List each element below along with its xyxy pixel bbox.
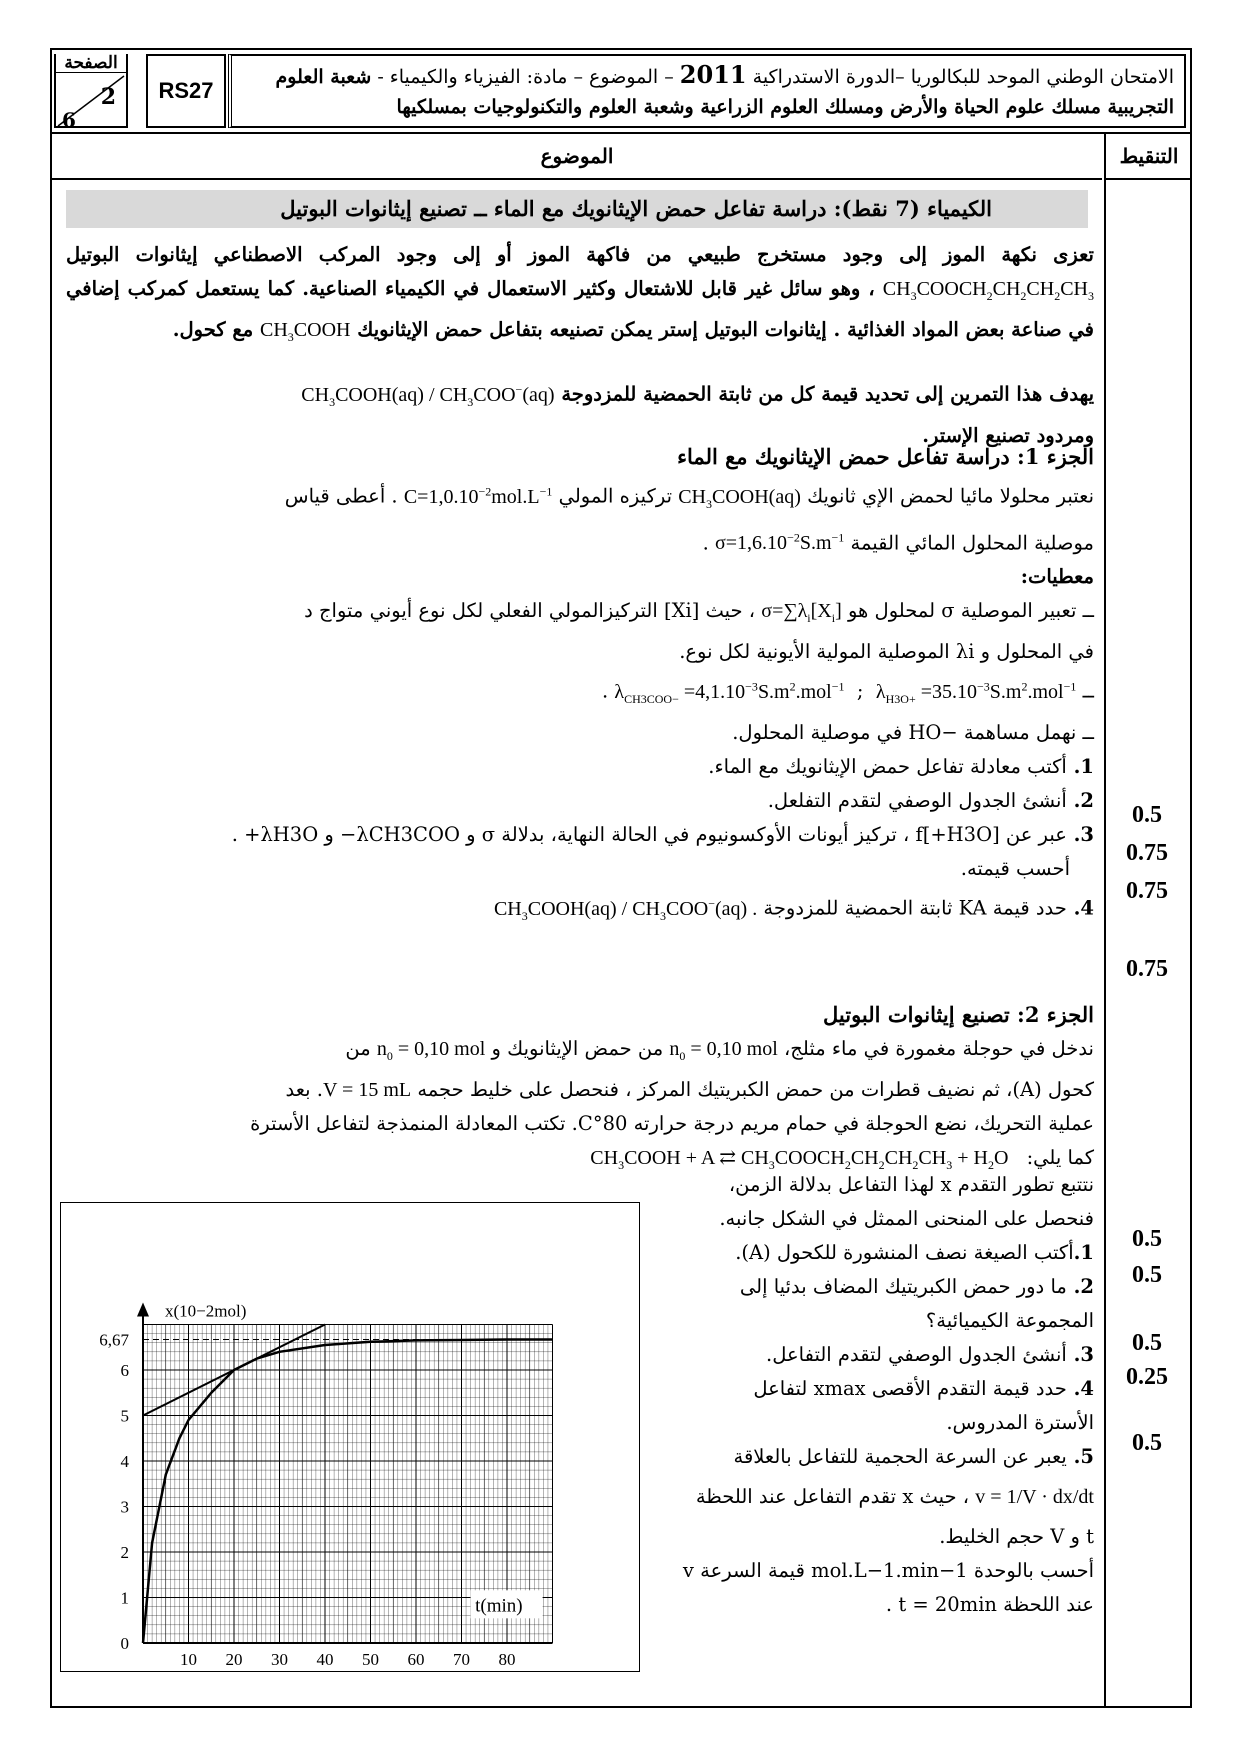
score-value: 0.25 [1126, 1364, 1168, 1390]
score-value: 0.75 [1126, 878, 1168, 904]
title-line1a: الامتحان الوطني الموحد للبكالوريا –الدورة الاستدراكية [752, 66, 1174, 88]
part2-line6: فنحصل على المنحنى الممثل في الشكل جانبه. [719, 1207, 1094, 1230]
part2-question-5d: أحسب بالوحدة mol.L−1.min−1 قيمة السرعة v [682, 1559, 1094, 1582]
banner-text: الكيمياء (7 نقط): دراسة تفاعل حمض الإيثانويك مع الماء ــ تصنيع إيثانوات البوتيل [280, 196, 992, 221]
score-value: 0.5 [1132, 1430, 1162, 1456]
part1-section [66, 440, 1094, 933]
y-axis-arrow [137, 1303, 149, 1317]
part1-question-2: 2. أنشئ الجدول الوصفي لتقدم التفلعل. [767, 788, 1094, 812]
y-tick-label: 1 [120, 1588, 129, 1608]
q4-couple: $CH_3COOH(aq) / CH_3COO^-(aq)$ . [493, 895, 758, 923]
volume: V = 15 mL [322, 1079, 412, 1101]
y-tick-label: 6 [120, 1361, 129, 1380]
y-tick-label: 4 [120, 1452, 129, 1471]
intro-text-2: ، وهو سائل غير قابل للاشتعال وكثير الاستعمال في الكيمياء الصناعية. كما يستعمل كمركب إضافي في صناعة بعض المواد الغذائية . إيثانوات البوتيل إستر يمكن تصنيعه بتفاعل حمض الإيثانويك [66, 277, 1094, 341]
part2-question-2b: المجموعة الكيميائية؟ [925, 1309, 1094, 1332]
x-tick-label: 10 [180, 1650, 197, 1669]
exam-title [228, 54, 1186, 128]
score-value: 0.5 [1132, 1330, 1162, 1356]
score-value: 0.5 [1132, 1226, 1162, 1252]
part1-text-3: . أعطى قياس [284, 484, 398, 508]
part2-line5: نتتبع تطور التقدم x لهذا التفاعل بدلالة الزمن، [728, 1173, 1094, 1196]
x-tick-label: 20 [225, 1650, 243, 1669]
data-line1 [66, 594, 1094, 635]
data-line3: ــ $\lambda_{CH3COO-} =4,1.10^{-3}S.m^2.mol^{-1}$ ; $\lambda_{H3O+} =35.10^{-3}S.m^2.mol^{-1}$ . [601, 679, 1094, 706]
score-value: 0.5 [1132, 1262, 1162, 1288]
y-tick-label: 3 [120, 1497, 129, 1517]
data-title: معطيات: [1020, 565, 1094, 589]
part2-question-5-formula: v = 1/V · dx/dt ، حيث x تقدم التفاعل عند اللحظة [695, 1485, 1094, 1508]
x-tick-label: 70 [453, 1650, 470, 1669]
y-tick-label: 2 [120, 1543, 129, 1562]
part2-question-4: 4. حدد قيمة التقدم الأقصى xmax لتفاعل [753, 1377, 1094, 1400]
chart-svg [61, 1203, 638, 1670]
lambda-oxonium: $\lambda_{H3O+} =35.10^{-3}S.m^2.mol^{-1}$ [875, 679, 1077, 706]
part1-concentration: $C=1,0.10^{-2}mol.L^{-1}$ [403, 484, 553, 508]
intro-text-1: تعزى نكهة الموز إلى وجود مستخرج طبيعي من فاكهة الموز أو إلى وجود المركب الاصطناعي إيثانوات البوتيل [66, 243, 1094, 266]
part1-line1 [66, 474, 1094, 521]
part2-question-1: 1.أكتب الصيغة نصف المنشورة للكحول (A). [735, 1241, 1094, 1264]
part2-question-5e: عند اللحظة t = 20min . [885, 1593, 1094, 1616]
butyl-formula: $CH_3COOCH_2CH_2CH_2CH_3$ [882, 278, 1094, 303]
intro-paragraph [66, 238, 1094, 354]
score-value: 0.75 [1126, 840, 1168, 866]
x-tick-label: 40 [316, 1650, 334, 1669]
title-line1c: شعبة العلوم [275, 66, 372, 88]
score-column [1104, 134, 1192, 1708]
part2-questions [652, 1168, 1094, 1622]
y-axis-label: x(10−2mol) [165, 1301, 247, 1321]
part1-question-3b: أحسب قيمته. [960, 856, 1070, 880]
part1-acid: $CH_3COOH(aq)$ [678, 485, 801, 511]
esterification-equation: $CH_3COOH + A$ ⇄ $CH_3COOCH_2CH_2CH_2CH_3 + H_2O$ [590, 1147, 1009, 1172]
data-line4: ــ نهمل مساهمة −HO في موصلية المحلول. [732, 720, 1094, 744]
part1-question-4: 4. حدد قيمة KA ثابتة الحمضية للمزدوجة $CH_3COOH(aq) / CH_3COO^-(aq)$ . [493, 895, 1094, 923]
part2-line3: عملية التحريك، نضع الحوجلة في حمام مريم درجة حرارته 80°C. تكتب المعادلة المنمذجة لتفاعل الأسترة [250, 1112, 1094, 1135]
part2-section [66, 998, 1094, 1182]
page-total: 6 [62, 108, 76, 132]
part1-text-1: نعتبر محلولا مائيا لحمض الإي ثانويك [807, 484, 1094, 508]
sigma-formula: $\sigma=\sum\lambda_i[X_i]$ [761, 600, 842, 626]
part2-question-5c: t و V حجم الخليط. [939, 1525, 1094, 1548]
part1-title: الجزء 1: دراسة تفاعل حمض الإيثانويك مع الماء [677, 444, 1094, 469]
part2-question-5: 5. يعبر عن السرعة الحجمية للتفاعل بالعلاقة [733, 1445, 1094, 1468]
exam-year: 2011 [679, 60, 747, 89]
part2-question-2: 2. ما دور حمض الكبريتيك المضاف بدئيا إلى [739, 1275, 1094, 1298]
part2-question-4b: الأسترة المدروس. [946, 1411, 1094, 1434]
part1-text-4: موصلية المحلول المائي القيمة [850, 531, 1094, 555]
part1-question-1: 1. أكتب معادلة تفاعل حمض الإيثانويك مع الماء. [708, 754, 1094, 778]
part2-question-3: 3. أنشئ الجدول الوصفي لتقدم التفاعل. [766, 1343, 1094, 1366]
exam-code: RS27 [146, 54, 226, 128]
part1-text-2: تركيزه المولي [558, 484, 673, 508]
part1-sigma: $\sigma=1,6.10^{-2}S.m^{-1}$ [715, 530, 845, 555]
acid-couple: $CH_3COOH(aq) / CH_3COO^-(aq)$ [301, 382, 555, 409]
score-value: 0.75 [1126, 956, 1168, 982]
velocity-formula: v = 1/V · dx/dt [975, 1486, 1094, 1508]
aim-text-1: يهدف هذا التمرين إلى تحديد قيمة كل من ثابتة الحمضية للمزدوجة [561, 382, 1094, 406]
y-tick-label: 6,67 [99, 1330, 129, 1350]
title-line1b: – الموضوع – مادة: الفيزياء والكيمياء - [377, 66, 674, 88]
acid-formula: $CH_3COOH$ [260, 319, 351, 344]
score-column-header: التنقيط [1106, 134, 1192, 180]
y-tick-label: 5 [120, 1406, 129, 1426]
x-axis-label: t(min) [475, 1595, 523, 1617]
exam-header [52, 50, 1190, 134]
part2-line2: كحول (A)، ثم نضيف قطرات من حمض الكبريتيك المركز ، فنحصل على خليط حجمه V = 15 mL. بعد [285, 1078, 1094, 1101]
part2-line4: كما يلي: $CH_3COOH + A$ ⇄ $CH_3COOCH_2CH_2CH_2CH_3 + H_2O$ [590, 1146, 1094, 1172]
page-number: 2 [100, 84, 116, 110]
page-number-box [54, 53, 128, 132]
intro-text-3: مع كحول. [172, 318, 254, 341]
n0-acid: $n_0 = 0,10$ mol [669, 1038, 778, 1063]
part2-line1: ندخل في حوجلة مغمورة في ماء مثلج، $n_0 = 0,10$ mol من حمض الإيثانويك و $n_0 = 0,10$ mol من [345, 1037, 1094, 1063]
part1-line2: موصلية المحلول المائي القيمة $\sigma=1,6.10^{-2}S.m^{-1}$ . [702, 530, 1094, 555]
score-value: 0.5 [1132, 802, 1162, 828]
data-line2: في المحلول و λi الموصلية المولية الأيونية لكل نوع. [679, 640, 1094, 664]
x-tick-label: 50 [362, 1650, 379, 1669]
subject-column-header: الموضوع [52, 134, 1102, 180]
exam-page [50, 48, 1192, 1708]
chemistry-banner [66, 190, 1088, 228]
x-tick-label: 30 [271, 1650, 288, 1669]
x-tick-label: 60 [407, 1650, 425, 1669]
x-tick-label: 80 [498, 1650, 516, 1669]
n0-alcohol: $n_0 = 0,10$ mol [376, 1038, 486, 1063]
lambda-acetate: $\lambda_{CH3COO-} =4,1.10^{-3}S.m^2.mol^{-1}$ [614, 679, 845, 706]
page-label: الصفحة [56, 54, 126, 73]
data-text-2: ، حيث [Xi] التركيزالمولي الفعلي لكل نوع أيوني متواج د [304, 599, 756, 623]
part2-title: الجزء 2: تصنيع إيثانوات البوتيل [823, 1002, 1094, 1027]
advancement-chart [60, 1202, 640, 1672]
y-tick-label: 0 [120, 1634, 129, 1653]
part1-question-3: 3. عبر عن [H3O+]f ، تركيز أيونات الأوكسونيوم في الحالة النهاية، بدلالة σ و λCH3COO− و λH3O+ . [231, 822, 1094, 846]
aim-text-2: ومردود تصنيع الإستر. [922, 423, 1094, 447]
title-line2: التجريبية مسلك علوم الحياة والأرض ومسلك العلوم الزراعية وشعبة العلوم والتكنولوجيات بمسلكيها [396, 96, 1174, 118]
data-text-1: ــ تعبير الموصلية σ لمحلول هو [847, 599, 1094, 623]
